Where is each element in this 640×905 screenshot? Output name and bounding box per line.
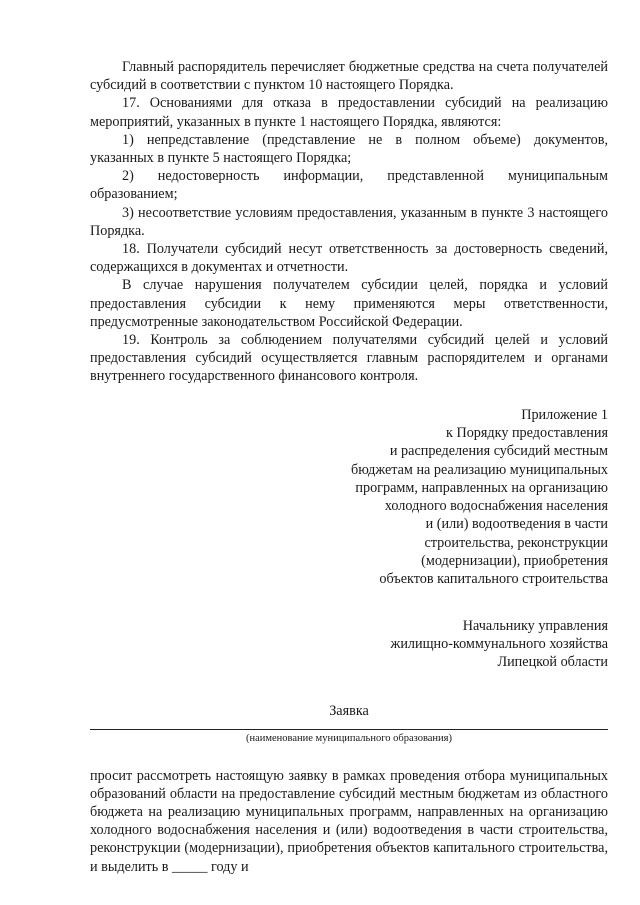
paragraph-violation: В случае нарушения получателем субсидии целей, порядка и условий предоставления субсидии к нему применяются меры ответственности, предусмотренные законодательством Российской Федерации.	[90, 277, 608, 330]
addressee-line: Липецкой области	[497, 654, 608, 671]
paragraph-19: 19. Контроль за соблюдением получателями субсидий целей и условий предоставления субсидий осуществляется главным распорядителем и органами внутреннего государственного финансового контроля.	[90, 332, 608, 385]
paragraph-17-item-2: 2) недостоверность информации, представленной муниципальным образованием;	[90, 168, 608, 203]
addressee-block	[90, 617, 608, 672]
paragraph-17-item-1: 1) непредставление (представление не в полном объеме) документов, указанных в пункте 5 настоящего Порядка;	[90, 131, 608, 167]
paragraph-transfer: Главный распорядитель перечисляет бюджетные средства на счета получателей субсидий в соответствии с пунктом 10 настоящего Порядка.	[90, 59, 608, 94]
regulation-text	[90, 58, 608, 386]
appendix-line: бюджетам на реализацию муниципальных	[351, 461, 608, 478]
appendix-line: холодного водоснабжения населения	[384, 498, 608, 515]
request-text: просит рассмотреть настоящую заявку в рамках проведения отбора муниципальных образований области на предоставление субсидий местным бюджетам из областного бюджета на реализацию муниципальных программ, направленных на организацию холодного водоснабжения населения и (или) водоотведения в части строительства, реконструкции (модернизации), приобретения объектов капитального строительства, и выделить в _____ году и	[90, 767, 608, 875]
appendix-line: объектов капитального строительства	[379, 571, 608, 588]
paragraph-18: 18. Получатели субсидий несут ответственность за достоверность сведений, содержащихся в документах и отчетности.	[90, 241, 608, 276]
appendix-line: к Порядку предоставления	[446, 424, 608, 441]
appendix-line: (модернизации), приобретения	[421, 553, 608, 570]
appendix-line: программ, направленных на организацию	[355, 479, 608, 496]
appendix-line: и (или) водоотведения в части	[425, 516, 608, 533]
paragraph-17-item-3: 3) несоответствие условиям предоставления, указанным в пункте 3 настоящего Порядка.	[90, 204, 608, 239]
addressee-line: Начальнику управления	[462, 617, 608, 634]
municipality-name-caption: (наименование муниципального образования)	[245, 732, 453, 744]
municipality-name-line	[90, 720, 608, 730]
appendix-line: и распределения субсидий местным	[389, 443, 608, 460]
addressee-line: жилищно-коммунального хозяйства	[390, 635, 608, 652]
appendix-line: строительства, реконструкции	[424, 534, 608, 551]
form-title: Заявка	[329, 702, 369, 719]
appendix-line: Приложение 1	[521, 406, 608, 423]
appendix-header	[90, 406, 608, 589]
paragraph-17: 17. Основаниями для отказа в предоставлении субсидий на реализацию мероприятий, указанных в пункте 1 настоящего Порядка, являются:	[90, 95, 608, 130]
document-page	[90, 58, 608, 876]
